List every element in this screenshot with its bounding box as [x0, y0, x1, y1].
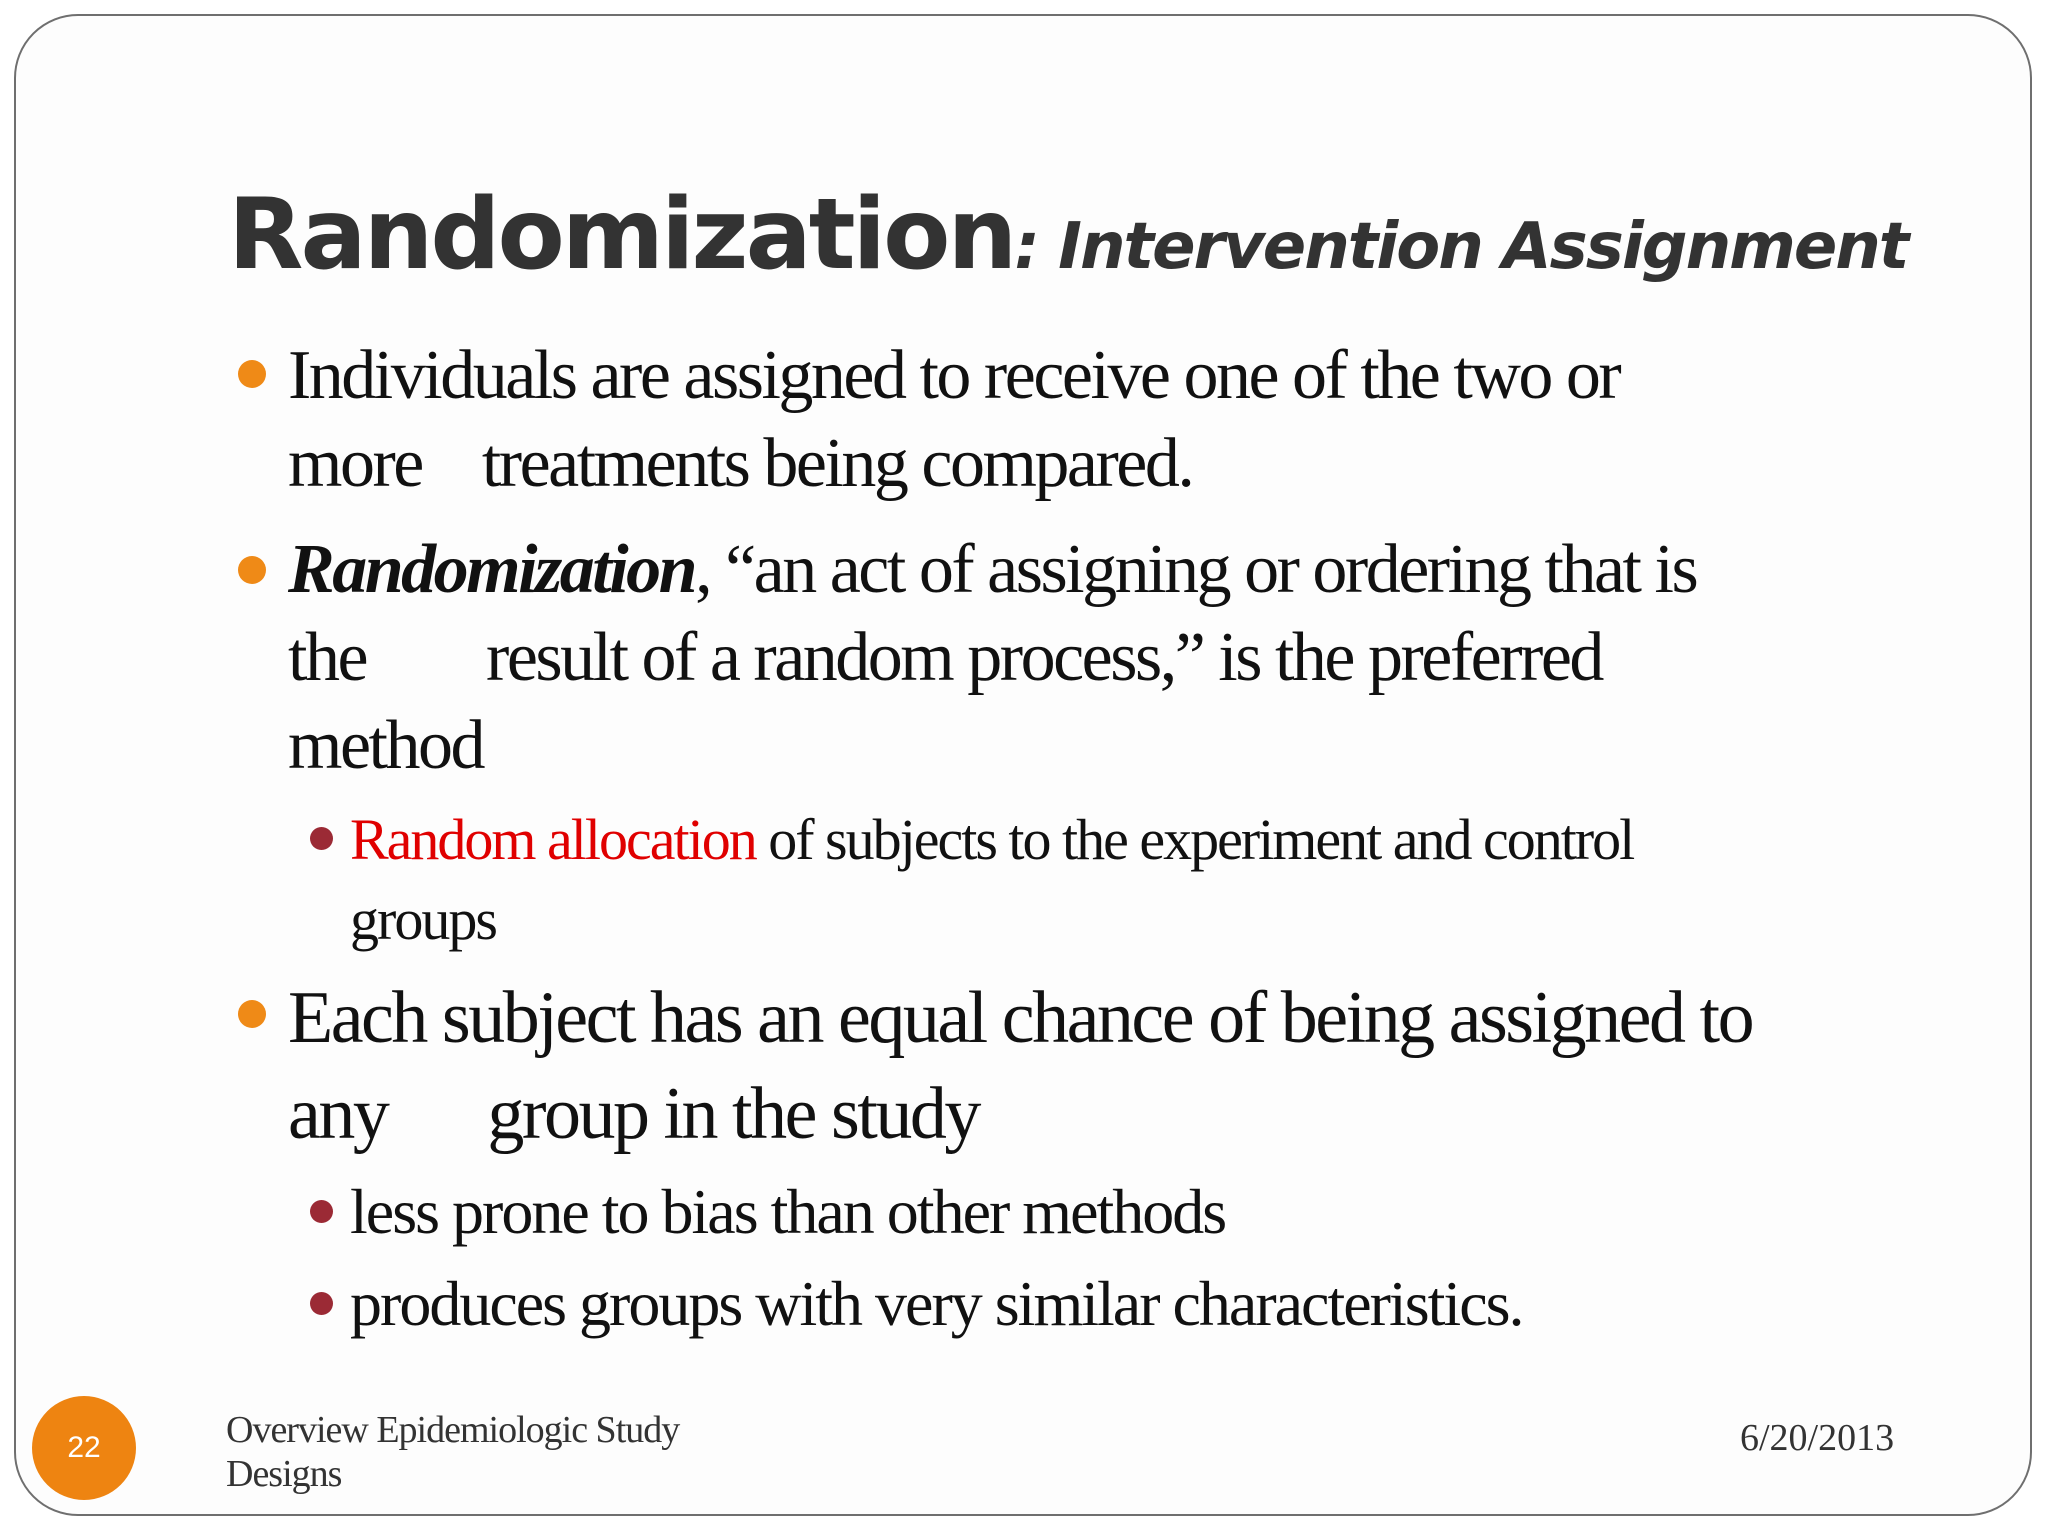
bullet-1-line2-end: treatments being compared. — [481, 425, 1193, 502]
bullet-2 — [288, 526, 1848, 790]
sub-bullet-3-1: less prone to bias than other methods — [350, 1176, 1226, 1247]
sub-bullet-2-1-rest: of subjects to the experiment and control — [755, 807, 1634, 872]
bullet-3-line2-end: group in the study — [487, 1073, 979, 1155]
slide-title-sub: : Intervention Assignment — [1014, 210, 1908, 284]
sub-bullet-2-1 — [350, 800, 1810, 960]
bullet-3-line1: Each subject has an equal chance of being assigned to — [288, 977, 1753, 1059]
slide-title-main: Randomization — [228, 178, 1015, 292]
sub-bullet-2-1-line1 — [350, 800, 1810, 880]
sub-bullet-icon — [310, 1200, 333, 1223]
bullet-1-line2-start: more — [288, 425, 422, 502]
bullet-icon — [238, 1000, 266, 1028]
sub-bullet-icon — [310, 1292, 333, 1315]
bullet-2-line2-start: the — [288, 619, 367, 696]
page-number: 22 — [32, 1396, 136, 1500]
bullet-3 — [288, 970, 1848, 1162]
bullet-3-line2-start: any — [288, 1073, 388, 1155]
bullet-icon — [238, 360, 266, 388]
bullet-1-line1: Individuals are assigned to receive one of the two or — [288, 337, 1620, 414]
footer-title-line2: Designs — [226, 1453, 342, 1495]
highlight-text: Random allocation — [350, 807, 756, 872]
footer-date: 6/20/2013 — [1740, 1417, 1895, 1459]
bullet-2-line2 — [288, 614, 1848, 702]
footer-title — [226, 1408, 746, 1496]
bullet-2-line3: method — [288, 707, 483, 784]
bullet-2-line2-end: result of a random process,” is the preferred — [486, 619, 1602, 696]
sub-bullet-3-2: produces groups with very similar characteristics. — [350, 1268, 1523, 1339]
bullet-3-line2 — [288, 1066, 1848, 1162]
bullet-1 — [288, 332, 1848, 508]
bullet-2-line1 — [288, 526, 1848, 614]
sub-bullet-icon — [310, 827, 333, 850]
bullet-2-line1-rest: , “an act of assigning or ordering that is — [695, 531, 1697, 608]
slide-title — [228, 178, 1928, 292]
bullet-2-term: Randomization — [288, 531, 696, 608]
bullet-icon — [238, 556, 266, 584]
sub-bullet-2-1-line2: groups — [350, 887, 496, 952]
footer-title-line1: Overview Epidemiologic Study — [226, 1409, 680, 1451]
bullet-1-line2 — [288, 420, 1848, 508]
